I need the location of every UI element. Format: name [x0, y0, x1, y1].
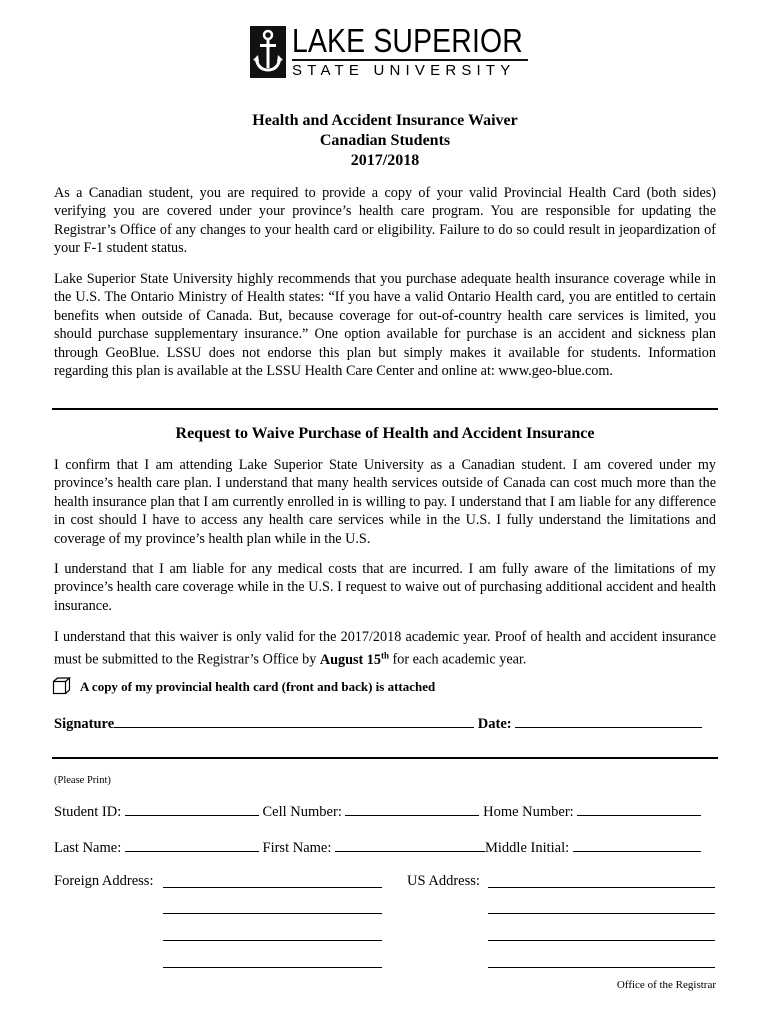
deadline-date-suffix: th	[380, 650, 389, 661]
logo-divider	[292, 59, 528, 61]
section-divider	[52, 408, 718, 410]
date-field[interactable]	[515, 713, 702, 728]
health-card-attached-checkbox[interactable]	[52, 677, 72, 699]
student-id-field[interactable]	[125, 801, 259, 816]
signature-label: Signature	[54, 716, 115, 732]
request-paragraph-3	[54, 628, 716, 670]
health-card-attached-row	[52, 677, 435, 699]
contact-numbers-row	[54, 801, 701, 821]
first-name-label: First Name:	[262, 840, 332, 856]
foreign-address-field-2[interactable]	[163, 913, 382, 914]
deadline-text-before: I understand that this waiver is only valid for the 2017/2018 academic year. Proof of health and accident insurance must be submitted to the Registrar’s Office by	[54, 629, 716, 669]
document-year: 2017/2018	[350, 152, 420, 169]
foreign-address-label: Foreign Address:	[54, 873, 154, 889]
logo-name-line1: LAKE SUPERIOR	[292, 22, 523, 59]
last-name-label: Last Name:	[54, 840, 122, 856]
signature-row	[54, 713, 716, 733]
us-address-field-3[interactable]	[488, 940, 715, 941]
us-address-label-wrap	[407, 873, 480, 890]
us-address-field-1[interactable]	[488, 887, 715, 888]
middle-initial-label: Middle Initial:	[485, 840, 570, 856]
us-address-field-4[interactable]	[488, 967, 715, 968]
cell-number-label: Cell Number:	[262, 804, 342, 820]
anchor-icon	[250, 26, 286, 78]
logo-name-line2: STATE UNIVERSITY	[292, 62, 516, 79]
us-address-field-2[interactable]	[488, 913, 715, 914]
deadline-date-text: August 15	[319, 652, 381, 669]
home-number-label: Home Number:	[483, 804, 574, 820]
cell-number-field[interactable]	[345, 801, 479, 816]
middle-initial-field[interactable]	[573, 837, 701, 852]
us-address-label: US Address:	[407, 873, 480, 889]
request-paragraph-1: I confirm that I am attending Lake Superior State University as a Canadian student. I am covered under my province’s health care plan. I understand that many health services outside of Canada can cost much more than the health insurance plan that I am currently enrolled in is willing to pay. I understand that I am liable for any difference in cost should I have to access any health care services while in the U.S. I fully understand the limitations and coverage of my province’s health plan while in the U.S.	[54, 457, 716, 547]
form-divider	[52, 757, 718, 759]
foreign-address-field-3[interactable]	[163, 940, 382, 941]
document-subtitle: Canadian Students	[319, 132, 451, 149]
please-print-note: (Please Print)	[54, 775, 111, 786]
deadline-text-after: for each academic year.	[388, 652, 527, 669]
last-name-field[interactable]	[125, 837, 259, 852]
date-label: Date:	[477, 716, 512, 732]
signature-field[interactable]	[114, 713, 474, 728]
addresses-row	[54, 873, 153, 890]
request-title: Request to Waive Purchase of Health and Accident Insurance	[175, 425, 595, 442]
health-card-attached-label: A copy of my provincial health card (front and back) is attached	[80, 678, 436, 694]
office-footer: Office of the Registrar	[616, 979, 716, 991]
document-title: Health and Accident Insurance Waiver	[252, 112, 518, 129]
home-number-field[interactable]	[577, 801, 701, 816]
student-id-label: Student ID:	[54, 804, 122, 820]
deadline-date	[320, 652, 389, 668]
foreign-address-field-4[interactable]	[163, 967, 382, 968]
intro-paragraph-2: Lake Superior State University highly recommends that you purchase adequate health insurance coverage while in the U.S. The Ontario Ministry of Health states: “If you have a valid Ontario Health card, you are entitled to certain benefits when outside of Canada. But, because coverage for out-of-country health care services is limited, you should purchase supplementary insurance.” One option available for purchase is an accident and sickness plan through GeoBlue. LSSU does not endorse this plan but simply makes it available for students. Information regarding this plan is available at the LSSU Health Care Center and online at: www.geo-blue.com.	[54, 271, 716, 380]
intro-paragraph-1: As a Canadian student, you are required to provide a copy of your valid Provincial Health Card (both sides) verifying you are covered under your province’s health care program. You are responsible for updating the Registrar’s Office of any changes to your health card or eligibility. Failure to do so could result in jeopardization of your F-1 student status.	[54, 185, 716, 257]
university-logo	[250, 22, 526, 82]
names-row	[54, 837, 701, 857]
foreign-address-field-1[interactable]	[163, 887, 382, 888]
first-name-field[interactable]	[335, 837, 485, 852]
request-paragraph-2: I understand that I am liable for any medical costs that are incurred. I am fully aware of the limitations of my province’s health care coverage while in the U.S. I request to waive out of purchasing additional accident and health insurance.	[54, 561, 716, 614]
